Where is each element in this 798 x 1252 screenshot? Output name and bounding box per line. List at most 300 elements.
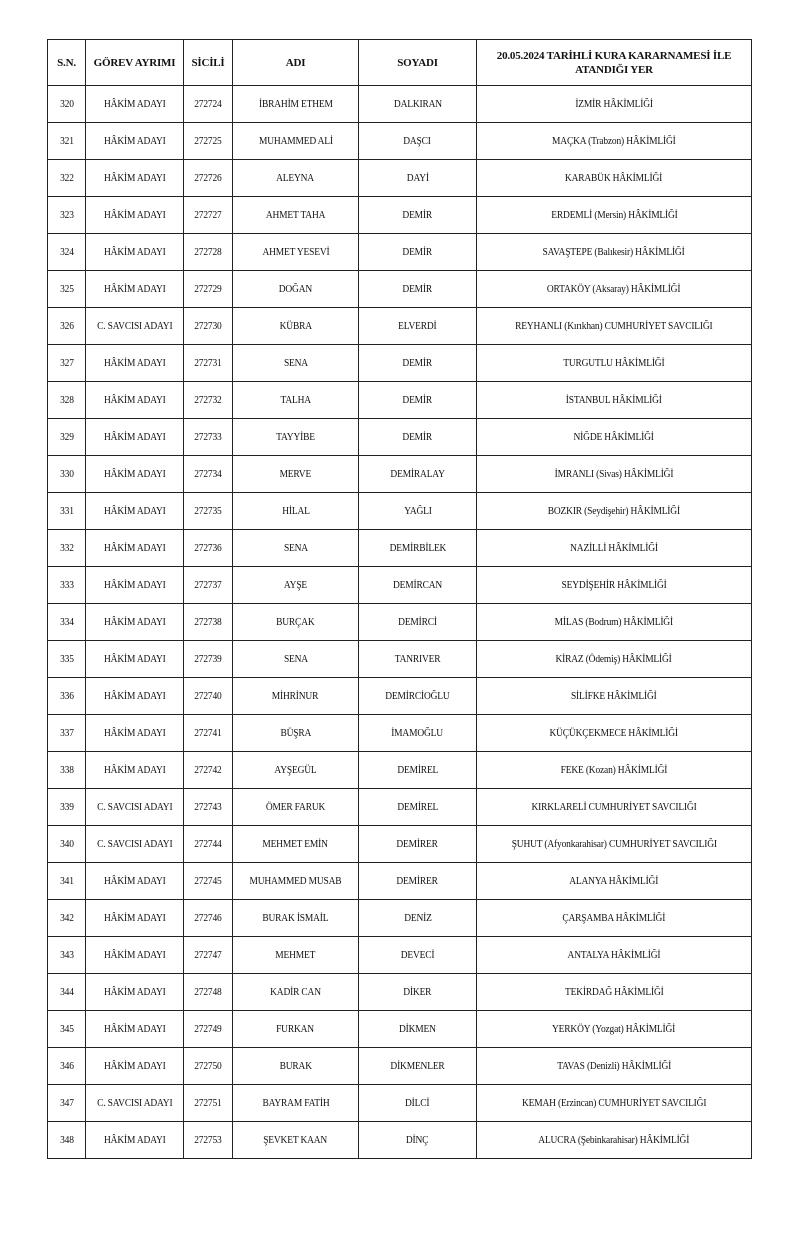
cell-surname bbox=[359, 493, 477, 530]
cell-assignment-text: TAVAS (Denizli) HÂKİMLİĞİ bbox=[557, 1060, 671, 1072]
cell-surname bbox=[359, 789, 477, 826]
cell-sn-text: 326 bbox=[59, 320, 74, 332]
cell-registry-text: 272725 bbox=[194, 135, 222, 147]
cell-assignment-text: YERKÖY (Yozgat) HÂKİMLİĞİ bbox=[552, 1023, 676, 1035]
cell-duty bbox=[86, 1085, 184, 1122]
cell-assignment bbox=[477, 419, 752, 456]
cell-surname-text: DEVECİ bbox=[400, 949, 435, 961]
cell-surname-text: DİLCİ bbox=[405, 1097, 430, 1109]
cell-sn bbox=[48, 1085, 86, 1122]
cell-assignment bbox=[477, 789, 752, 826]
cell-sn bbox=[48, 900, 86, 937]
cell-name-text: HİLAL bbox=[281, 505, 310, 517]
cell-registry-text: 272750 bbox=[194, 1060, 222, 1072]
cell-duty-text: C. SAVCISI ADAYI bbox=[96, 801, 173, 813]
cell-name bbox=[233, 900, 359, 937]
cell-sn-text: 340 bbox=[59, 838, 74, 850]
header-name: ADI bbox=[233, 40, 359, 86]
cell-duty bbox=[86, 382, 184, 419]
cell-sn-text: 330 bbox=[59, 468, 74, 480]
cell-surname-text: DEMİR bbox=[402, 283, 433, 295]
cell-registry bbox=[184, 826, 233, 863]
cell-surname bbox=[359, 641, 477, 678]
cell-sn bbox=[48, 826, 86, 863]
cell-duty-text: HÂKİM ADAYI bbox=[103, 1060, 166, 1072]
cell-registry bbox=[184, 678, 233, 715]
table-row bbox=[48, 567, 752, 604]
cell-name bbox=[233, 271, 359, 308]
cell-sn-text: 347 bbox=[59, 1097, 74, 1109]
cell-assignment-text: SEYDİŞEHİR HÂKİMLİĞİ bbox=[561, 579, 667, 591]
cell-assignment-text: SİLİFKE HÂKİMLİĞİ bbox=[571, 690, 657, 702]
cell-name-text: FURKAN bbox=[276, 1023, 315, 1035]
cell-sn-text: 348 bbox=[59, 1134, 74, 1146]
cell-name-text: BURAK bbox=[279, 1060, 312, 1072]
cell-name-text: ÖMER FARUK bbox=[265, 801, 326, 813]
cell-duty-text: HÂKİM ADAYI bbox=[103, 986, 166, 998]
cell-registry-text: 272739 bbox=[194, 653, 222, 665]
cell-registry bbox=[184, 789, 233, 826]
cell-sn bbox=[48, 604, 86, 641]
header-registry: SİCİLİ bbox=[184, 40, 233, 86]
cell-assignment-text: SAVAŞTEPE (Balıkesir) HÂKİMLİĞİ bbox=[542, 246, 686, 258]
cell-duty bbox=[86, 1122, 184, 1159]
table-row bbox=[48, 530, 752, 567]
cell-registry-text: 272742 bbox=[194, 764, 222, 776]
assignment-document bbox=[47, 39, 752, 1159]
header-surname: SOYADI bbox=[359, 40, 477, 86]
table-row bbox=[48, 1122, 752, 1159]
cell-assignment bbox=[477, 641, 752, 678]
cell-name bbox=[233, 974, 359, 1011]
cell-name-text: KÜBRA bbox=[279, 320, 312, 332]
cell-registry bbox=[184, 567, 233, 604]
cell-sn-text: 333 bbox=[59, 579, 74, 591]
cell-sn-text: 328 bbox=[59, 394, 74, 406]
cell-sn-text: 338 bbox=[59, 764, 74, 776]
cell-sn bbox=[48, 567, 86, 604]
cell-duty bbox=[86, 160, 184, 197]
cell-name-text: ŞEVKET KAAN bbox=[263, 1134, 328, 1146]
cell-surname-text: DEMİR bbox=[402, 394, 433, 406]
table-row bbox=[48, 160, 752, 197]
cell-duty bbox=[86, 308, 184, 345]
cell-name-text: SENA bbox=[283, 357, 308, 369]
cell-assignment bbox=[477, 123, 752, 160]
table-row bbox=[48, 345, 752, 382]
cell-duty bbox=[86, 715, 184, 752]
cell-duty bbox=[86, 641, 184, 678]
cell-duty-text: HÂKİM ADAYI bbox=[103, 1134, 166, 1146]
cell-registry-text: 272728 bbox=[194, 246, 222, 258]
cell-assignment bbox=[477, 456, 752, 493]
cell-assignment bbox=[477, 86, 752, 123]
cell-duty bbox=[86, 900, 184, 937]
table-row bbox=[48, 123, 752, 160]
cell-assignment-text: NİĞDE HÂKİMLİĞİ bbox=[573, 431, 655, 443]
cell-registry-text: 272751 bbox=[194, 1097, 222, 1109]
cell-sn-text: 323 bbox=[59, 209, 74, 221]
cell-name-text: MEHMET bbox=[275, 949, 316, 961]
cell-assignment bbox=[477, 197, 752, 234]
cell-sn-text: 337 bbox=[59, 727, 74, 739]
cell-name bbox=[233, 789, 359, 826]
cell-sn bbox=[48, 641, 86, 678]
cell-name-text: MERVE bbox=[279, 468, 312, 480]
cell-duty-text: HÂKİM ADAYI bbox=[103, 209, 166, 221]
table-row bbox=[48, 715, 752, 752]
cell-sn bbox=[48, 160, 86, 197]
cell-assignment bbox=[477, 974, 752, 1011]
cell-surname bbox=[359, 456, 477, 493]
cell-sn-text: 342 bbox=[59, 912, 74, 924]
cell-sn-text: 321 bbox=[59, 135, 74, 147]
cell-duty bbox=[86, 123, 184, 160]
cell-name bbox=[233, 937, 359, 974]
cell-assignment bbox=[477, 826, 752, 863]
cell-duty-text: HÂKİM ADAYI bbox=[103, 764, 166, 776]
cell-registry-text: 272753 bbox=[194, 1134, 222, 1146]
cell-name-text: ALEYNA bbox=[276, 172, 315, 184]
cell-surname-text: DEMİRER bbox=[396, 838, 439, 850]
cell-sn-text: 324 bbox=[59, 246, 74, 258]
cell-surname bbox=[359, 863, 477, 900]
cell-surname-text: DEMİRBİLEK bbox=[389, 542, 446, 554]
cell-name-text: KADİR CAN bbox=[270, 986, 321, 998]
cell-assignment-text: İMRANLI (Sivas) HÂKİMLİĞİ bbox=[554, 468, 674, 480]
cell-name bbox=[233, 678, 359, 715]
cell-assignment-text: TURGUTLU HÂKİMLİĞİ bbox=[563, 357, 665, 369]
cell-duty bbox=[86, 1048, 184, 1085]
cell-duty-text: HÂKİM ADAYI bbox=[103, 357, 166, 369]
cell-name bbox=[233, 641, 359, 678]
cell-sn-text: 339 bbox=[59, 801, 74, 813]
cell-name bbox=[233, 1048, 359, 1085]
assignment-table bbox=[47, 39, 752, 1159]
cell-duty bbox=[86, 678, 184, 715]
cell-surname bbox=[359, 1085, 477, 1122]
cell-registry bbox=[184, 419, 233, 456]
cell-surname-text: DEMİRALAY bbox=[390, 468, 445, 480]
cell-surname bbox=[359, 604, 477, 641]
cell-sn bbox=[48, 1011, 86, 1048]
cell-duty bbox=[86, 271, 184, 308]
table-header-row bbox=[48, 40, 752, 86]
cell-duty-text: HÂKİM ADAYI bbox=[103, 1023, 166, 1035]
cell-surname bbox=[359, 900, 477, 937]
cell-name-text: AHMET YESEVİ bbox=[261, 246, 330, 258]
cell-registry bbox=[184, 493, 233, 530]
cell-surname bbox=[359, 937, 477, 974]
cell-duty-text: HÂKİM ADAYI bbox=[103, 653, 166, 665]
cell-duty-text: HÂKİM ADAYI bbox=[103, 135, 166, 147]
cell-registry-text: 272743 bbox=[194, 801, 222, 813]
cell-duty bbox=[86, 456, 184, 493]
cell-sn-text: 320 bbox=[59, 98, 74, 110]
table-row bbox=[48, 1085, 752, 1122]
cell-duty-text: HÂKİM ADAYI bbox=[103, 949, 166, 961]
cell-duty-text: HÂKİM ADAYI bbox=[103, 283, 166, 295]
cell-assignment-text: İZMİR HÂKİMLİĞİ bbox=[575, 98, 653, 110]
cell-name-text: MUHAMMED ALİ bbox=[258, 135, 333, 147]
cell-surname-text: DEMİR bbox=[402, 431, 433, 443]
cell-surname-text: DEMİR bbox=[402, 246, 433, 258]
cell-registry-text: 272744 bbox=[194, 838, 222, 850]
cell-sn-text: 334 bbox=[59, 616, 74, 628]
cell-duty-text: HÂKİM ADAYI bbox=[103, 912, 166, 924]
cell-assignment-text: NAZİLLİ HÂKİMLİĞİ bbox=[570, 542, 658, 554]
cell-assignment bbox=[477, 160, 752, 197]
cell-sn-text: 332 bbox=[59, 542, 74, 554]
cell-surname bbox=[359, 678, 477, 715]
cell-duty-text: HÂKİM ADAYI bbox=[103, 172, 166, 184]
cell-name-text: MUHAMMED MUSAB bbox=[249, 875, 342, 887]
cell-surname-text: DAŞCI bbox=[403, 135, 432, 147]
cell-duty bbox=[86, 937, 184, 974]
cell-assignment bbox=[477, 382, 752, 419]
cell-assignment-text: KIRKLARELİ CUMHURİYET SAVCILIĞI bbox=[531, 801, 697, 813]
cell-registry bbox=[184, 641, 233, 678]
cell-duty-text: HÂKİM ADAYI bbox=[103, 579, 166, 591]
cell-surname-text: DEMİR bbox=[402, 209, 433, 221]
cell-registry bbox=[184, 271, 233, 308]
cell-assignment-text: KİRAZ (Ödemiş) HÂKİMLİĞİ bbox=[555, 653, 673, 665]
cell-name-text: AHMET TAHA bbox=[265, 209, 326, 221]
cell-assignment bbox=[477, 1085, 752, 1122]
cell-sn bbox=[48, 86, 86, 123]
cell-assignment-text: TEKİRDAĞ HÂKİMLİĞİ bbox=[564, 986, 664, 998]
table-row bbox=[48, 900, 752, 937]
cell-surname bbox=[359, 197, 477, 234]
cell-assignment bbox=[477, 715, 752, 752]
cell-name-text: TAYYİBE bbox=[276, 431, 315, 443]
cell-duty-text: C. SAVCISI ADAYI bbox=[96, 838, 173, 850]
cell-name bbox=[233, 1011, 359, 1048]
cell-name bbox=[233, 752, 359, 789]
cell-name-text: BAYRAM FATİH bbox=[261, 1097, 330, 1109]
cell-registry-text: 272729 bbox=[194, 283, 222, 295]
cell-name bbox=[233, 86, 359, 123]
cell-name-text: BURAK İSMAİL bbox=[262, 912, 329, 924]
cell-duty-text: HÂKİM ADAYI bbox=[103, 542, 166, 554]
cell-registry bbox=[184, 197, 233, 234]
cell-sn bbox=[48, 456, 86, 493]
cell-surname bbox=[359, 530, 477, 567]
table-row bbox=[48, 382, 752, 419]
cell-registry bbox=[184, 752, 233, 789]
cell-duty-text: HÂKİM ADAYI bbox=[103, 505, 166, 517]
cell-registry-text: 272745 bbox=[194, 875, 222, 887]
cell-surname bbox=[359, 308, 477, 345]
cell-surname-text: DİKMENLER bbox=[390, 1060, 445, 1072]
cell-registry-text: 272737 bbox=[194, 579, 222, 591]
cell-name bbox=[233, 345, 359, 382]
cell-duty-text: C. SAVCISI ADAYI bbox=[96, 1097, 173, 1109]
header-sn: S.N. bbox=[48, 40, 86, 86]
cell-assignment bbox=[477, 604, 752, 641]
cell-assignment-text: FEKE (Kozan) HÂKİMLİĞİ bbox=[560, 764, 668, 776]
table-row bbox=[48, 197, 752, 234]
cell-name bbox=[233, 308, 359, 345]
table-row bbox=[48, 826, 752, 863]
cell-assignment-text: ERDEMLİ (Mersin) HÂKİMLİĞİ bbox=[550, 209, 678, 221]
table-row bbox=[48, 789, 752, 826]
cell-name bbox=[233, 382, 359, 419]
cell-registry-text: 272740 bbox=[194, 690, 222, 702]
cell-registry bbox=[184, 1048, 233, 1085]
cell-duty bbox=[86, 86, 184, 123]
cell-sn bbox=[48, 419, 86, 456]
cell-name bbox=[233, 715, 359, 752]
cell-assignment bbox=[477, 530, 752, 567]
cell-registry bbox=[184, 974, 233, 1011]
cell-sn bbox=[48, 271, 86, 308]
cell-sn-text: 341 bbox=[59, 875, 74, 887]
cell-name-text: BÜŞRA bbox=[280, 727, 311, 739]
cell-registry bbox=[184, 234, 233, 271]
table-row bbox=[48, 493, 752, 530]
cell-assignment bbox=[477, 863, 752, 900]
header-assignment: 20.05.2024 TARİHLİ KURA KARARNAMESİ İLE ATANDIĞI YER bbox=[477, 40, 752, 86]
table-row bbox=[48, 1048, 752, 1085]
cell-duty-text: HÂKİM ADAYI bbox=[103, 431, 166, 443]
cell-surname bbox=[359, 160, 477, 197]
cell-assignment-text: ORTAKÖY (Aksaray) HÂKİMLİĞİ bbox=[547, 283, 681, 295]
cell-sn-text: 345 bbox=[59, 1023, 74, 1035]
cell-surname bbox=[359, 123, 477, 160]
table-row bbox=[48, 308, 752, 345]
cell-sn bbox=[48, 530, 86, 567]
cell-duty bbox=[86, 419, 184, 456]
cell-surname bbox=[359, 345, 477, 382]
cell-registry bbox=[184, 715, 233, 752]
header-duty: GÖREV AYRIMI bbox=[86, 40, 184, 86]
cell-duty-text: HÂKİM ADAYI bbox=[103, 727, 166, 739]
cell-registry bbox=[184, 345, 233, 382]
cell-surname-text: DEMİRER bbox=[396, 875, 439, 887]
cell-registry bbox=[184, 604, 233, 641]
cell-duty bbox=[86, 493, 184, 530]
cell-assignment-text: KARABÜK HÂKİMLİĞİ bbox=[565, 172, 663, 184]
cell-surname-text: ELVERDİ bbox=[398, 320, 437, 332]
cell-duty bbox=[86, 863, 184, 900]
cell-name-text: İBRAHİM ETHEM bbox=[258, 98, 333, 110]
cell-sn bbox=[48, 197, 86, 234]
cell-surname bbox=[359, 974, 477, 1011]
cell-surname bbox=[359, 1122, 477, 1159]
cell-assignment bbox=[477, 493, 752, 530]
cell-sn bbox=[48, 678, 86, 715]
cell-assignment-text: ANTALYA HÂKİMLİĞİ bbox=[567, 949, 661, 961]
cell-sn bbox=[48, 234, 86, 271]
cell-registry-text: 272736 bbox=[194, 542, 222, 554]
cell-assignment-text: ALANYA HÂKİMLİĞİ bbox=[569, 875, 659, 887]
cell-surname bbox=[359, 419, 477, 456]
cell-assignment bbox=[477, 1011, 752, 1048]
cell-name-text: TALHA bbox=[280, 394, 311, 406]
cell-surname-text: DEMİRCAN bbox=[392, 579, 443, 591]
cell-duty bbox=[86, 974, 184, 1011]
cell-assignment bbox=[477, 234, 752, 271]
cell-name-text: AYŞE bbox=[283, 579, 308, 591]
cell-name-text: MEHMET EMİN bbox=[262, 838, 329, 850]
cell-sn bbox=[48, 863, 86, 900]
cell-sn-text: 344 bbox=[59, 986, 74, 998]
cell-registry-text: 272738 bbox=[194, 616, 222, 628]
cell-duty bbox=[86, 826, 184, 863]
cell-duty-text: C. SAVCISI ADAYI bbox=[96, 320, 173, 332]
cell-registry-text: 272749 bbox=[194, 1023, 222, 1035]
table-row bbox=[48, 863, 752, 900]
cell-name-text: SENA bbox=[283, 653, 308, 665]
cell-surname bbox=[359, 382, 477, 419]
cell-registry-text: 272747 bbox=[194, 949, 222, 961]
cell-surname bbox=[359, 826, 477, 863]
cell-name-text: AYŞEGÜL bbox=[274, 764, 317, 776]
table-row bbox=[48, 604, 752, 641]
cell-registry-text: 272746 bbox=[194, 912, 222, 924]
cell-sn bbox=[48, 715, 86, 752]
cell-sn bbox=[48, 752, 86, 789]
cell-duty bbox=[86, 567, 184, 604]
cell-sn-text: 329 bbox=[59, 431, 74, 443]
cell-name bbox=[233, 1085, 359, 1122]
cell-duty bbox=[86, 345, 184, 382]
cell-registry bbox=[184, 308, 233, 345]
cell-surname-text: DEMİRCİOĞLU bbox=[385, 690, 450, 702]
cell-registry-text: 272735 bbox=[194, 505, 222, 517]
cell-assignment-text: ŞUHUT (Afyonkarahisar) CUMHURİYET SAVCILIĞI bbox=[511, 838, 717, 850]
table-row bbox=[48, 86, 752, 123]
cell-registry-text: 272734 bbox=[194, 468, 222, 480]
cell-assignment bbox=[477, 752, 752, 789]
cell-assignment bbox=[477, 567, 752, 604]
cell-assignment-text: KEMAH (Erzincan) CUMHURİYET SAVCILIĞI bbox=[521, 1097, 707, 1109]
table-row bbox=[48, 234, 752, 271]
cell-surname bbox=[359, 752, 477, 789]
cell-surname-text: İMAMOĞLU bbox=[391, 727, 444, 739]
cell-duty-text: HÂKİM ADAYI bbox=[103, 616, 166, 628]
cell-duty bbox=[86, 530, 184, 567]
cell-duty-text: HÂKİM ADAYI bbox=[103, 246, 166, 258]
cell-sn-text: 335 bbox=[59, 653, 74, 665]
cell-surname bbox=[359, 567, 477, 604]
cell-registry bbox=[184, 937, 233, 974]
cell-duty bbox=[86, 234, 184, 271]
table-row bbox=[48, 937, 752, 974]
cell-name bbox=[233, 826, 359, 863]
cell-surname-text: DİNÇ bbox=[406, 1134, 429, 1146]
cell-assignment-text: BOZKIR (Seydişehir) HÂKİMLİĞİ bbox=[547, 505, 681, 517]
cell-sn bbox=[48, 308, 86, 345]
cell-registry bbox=[184, 86, 233, 123]
cell-name bbox=[233, 456, 359, 493]
cell-name bbox=[233, 604, 359, 641]
cell-registry-text: 272724 bbox=[194, 98, 222, 110]
cell-registry-text: 272741 bbox=[194, 727, 222, 739]
cell-registry bbox=[184, 123, 233, 160]
cell-duty-text: HÂKİM ADAYI bbox=[103, 98, 166, 110]
cell-name-text: BURÇAK bbox=[276, 616, 315, 628]
cell-surname bbox=[359, 1011, 477, 1048]
cell-assignment-text: KÜÇÜKÇEKMECE HÂKİMLİĞİ bbox=[549, 727, 679, 739]
cell-assignment bbox=[477, 678, 752, 715]
cell-assignment-text: İSTANBUL HÂKİMLİĞİ bbox=[566, 394, 662, 406]
cell-surname bbox=[359, 715, 477, 752]
cell-registry bbox=[184, 900, 233, 937]
cell-registry-text: 272731 bbox=[194, 357, 222, 369]
cell-name bbox=[233, 160, 359, 197]
